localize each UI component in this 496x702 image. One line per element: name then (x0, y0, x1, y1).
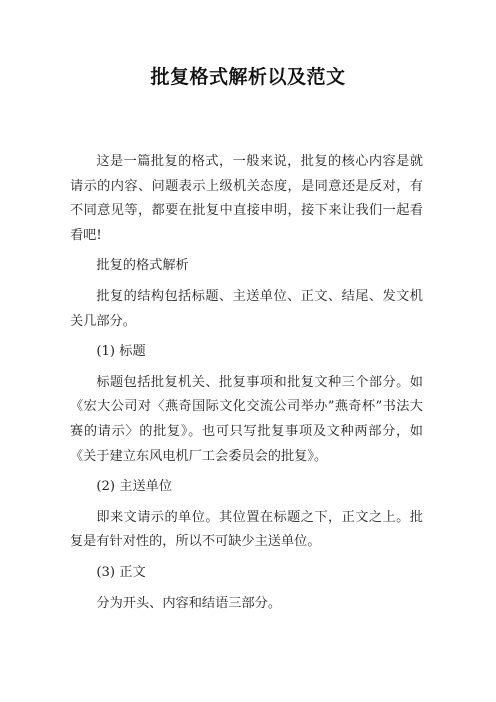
paragraph-heading-title: (1) 标题 (96, 344, 146, 360)
paragraph-intro: 这是一篇批复的格式，一般来说，批复的核心内容是就请示的内容、问题表示上级机关态度，是同意还是反对，有不同意见等，都要在批复中直接申明，接下来让我们一起看看吧! (70, 154, 423, 243)
document-title: 批复格式解析以及范文 (150, 66, 346, 88)
paragraph-section-heading: 批复的格式解析 (96, 258, 189, 274)
document-body (70, 150, 423, 622)
paragraph-recipient-desc: 即来文请示的单位。其位置在标题之下，正文之上。批复是有针对性的，所以不可缺少主送单位。 (70, 509, 423, 550)
paragraph-heading-body: (3) 正文 (96, 564, 146, 580)
paragraph-title-desc: 标题包括批复机关、批复事项和批复文种三个部分。如《宏大公司对〈燕奇国际文化交流公司举办”燕奇杯”书法大赛的请示〉的批复》。也可只写批复事项及文种两部分，如《关于建立东风电机厂工会委员会的批复》。 (70, 374, 423, 464)
paragraph-body-desc: 分为开头、内容和结语三部分。 (96, 595, 282, 611)
paragraph-structure: 批复的结构包括标题、主送单位、正文、结尾、发文机关几部分。 (70, 288, 423, 329)
paragraph-heading-recipient: (2) 主送单位 (96, 479, 173, 495)
